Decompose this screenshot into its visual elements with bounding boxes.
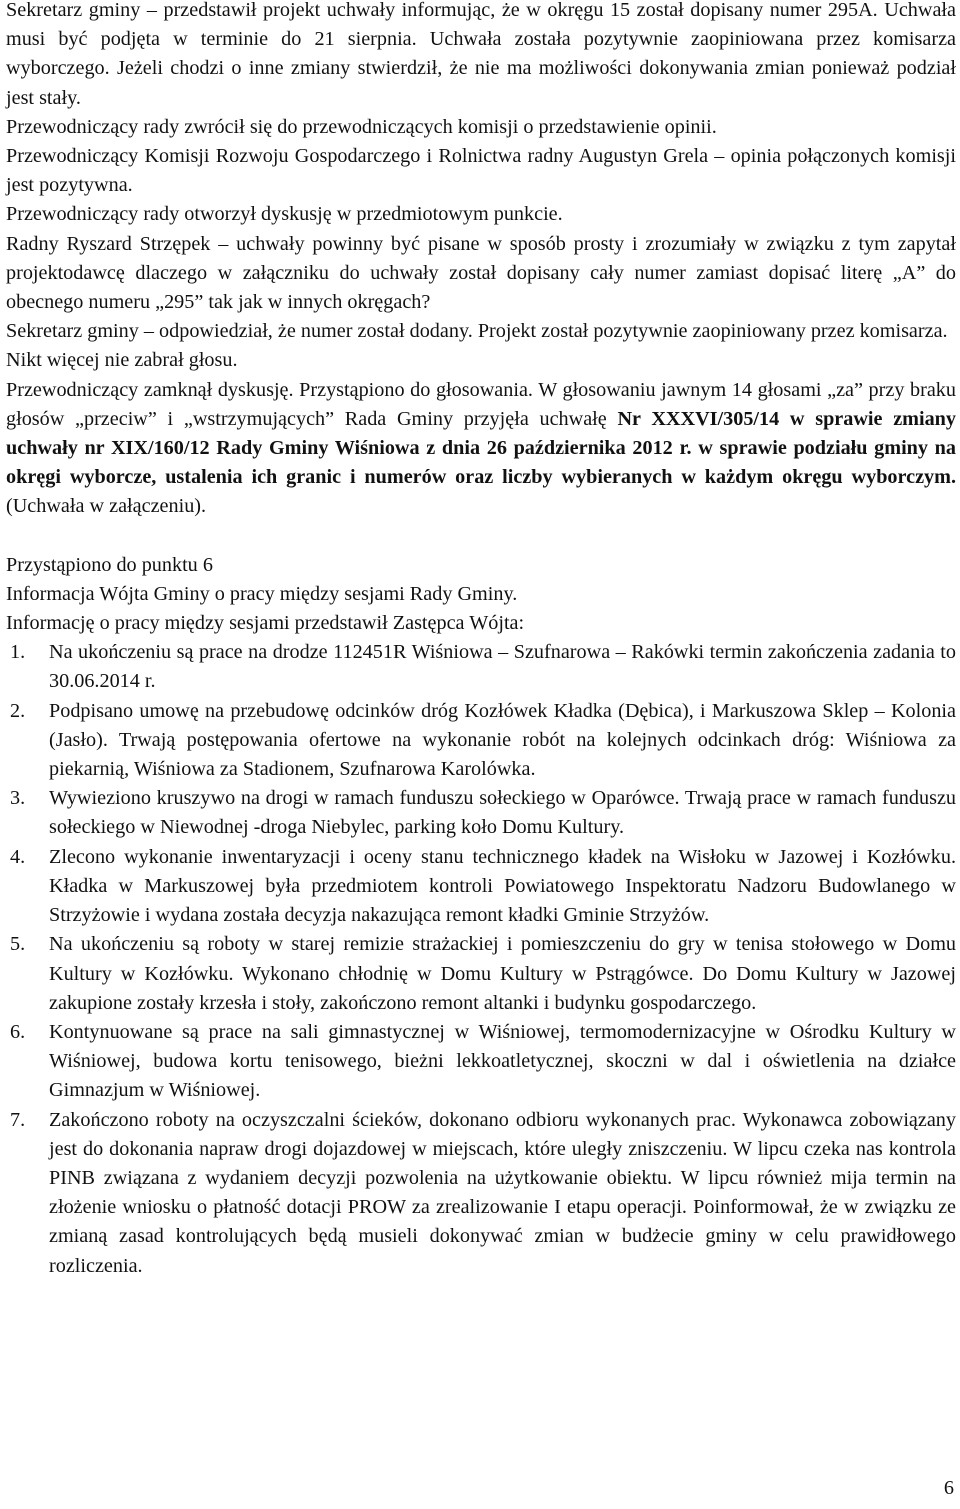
paragraph-secretary-answer: Sekretarz gminy – odpowiedział, że numer został dodany. Projekt został pozytywnie zaopiniowany przez komisarza.	[6, 320, 948, 343]
list-item	[6, 638, 956, 696]
document-body	[6, 0, 956, 1281]
paragraph-deputy-presented: Informację o pracy między sesjami przedstawił Zastępca Wójta:	[6, 612, 525, 635]
paragraph-mayor-information: Informacja Wójta Gminy o pracy między sesjami Rady Gminy.	[6, 582, 518, 605]
list-item-text: Podpisano umowę na przebudowę odcinków dróg Kozłówek Kładka (Dębica), i Markuszowa Sklep – Kolonia (Jasło). Trwają postępowania ofertowe na wykonanie robót na kolejnych odcinkach dróg: Wiśniowa za piekarnią, Wiśniowa za Stadionem, Szufnarowa Karolówka.	[49, 699, 956, 781]
paragraph-discussion-opened: Przewodniczący rady otworzył dyskusję w przedmiotowym punkcie.	[6, 203, 563, 226]
list-item	[6, 1106, 956, 1281]
list-number: 1.	[10, 641, 26, 664]
resolution-title: Nr XXXVI/305/14 w sprawie zmiany uchwały nr XIX/160/12 Rady Gminy Wiśniowa z dnia 26 października 2012 r. w sprawie podziału gminy na okręgi wyborcze, ustalenia ich granic i numerów oraz liczby wybieranych w każdym okręgu wyborczym.	[6, 407, 957, 489]
vote-text: Przewodniczący zamknął dyskusję. Przystąpiono do głosowania. W głosowaniu jawnym 14 głosami „za” przy braku głosów „przeciw” i „wstrzymujących” Rada Gminy przyjęła uchwałę	[6, 378, 956, 430]
paragraph-no-more-voices: Nikt więcej nie zabrał głosu.	[6, 349, 238, 372]
list-number: 6.	[10, 1020, 26, 1043]
list-item-text: Zakończono roboty na oczyszczalni ścieków, dokonano odbioru wykonanych prac. Wykonawca zobowiązany jest do dokonania napraw drogi dojazdowej w miejscach, które uległy zniszczeniu. W lipcu czeka nas kontrola PINB związana z wydaniem decyzji pozwolenia na użytkowanie obiektu. W lipcu również mija termin na złożenie wniosku o płatność dotacji PROW za zrealizowanie I etapu operacji. Poinformował, że w związku ze zmianą zasad kontrolujących będą musieli dokonywać zmian w budżecie gminy w celu prawidłowego rozliczenia.	[49, 1108, 956, 1277]
list-number: 7.	[10, 1108, 26, 1131]
list-item	[6, 1018, 956, 1106]
paragraph-councillor-question: Radny Ryszard Strzępek – uchwały powinny być pisane w sposób prosty i zrozumiały w związku z tym zapytał projektodawcę dlaczego w załączniku do uchwały został dopisany cały numer zamiast dopisać literę „A” do obecnego numeru „295” tak jak w innych okręgach?	[6, 232, 956, 314]
page-number: 6	[943, 1477, 954, 1499]
paragraph-chairman-request: Przewodniczący rady zwrócił się do przewodniczących komisji o przedstawienie opinii.	[6, 115, 717, 138]
list-number: 2.	[10, 699, 26, 722]
spacer	[6, 522, 956, 551]
list-item-text: Na ukończeniu są roboty w starej remizie strażackiej i pomieszczeniu do gry w tenisa stołowego w Domu Kultury w Kozłówku. Wykonano chłodnię w Domu Kultury w Pstrągówce. Do Domu Kultury w Jazowej zakupione zostały krzesła i stoły, zakończono remont altanki i budynku gospodarczego.	[49, 933, 956, 1014]
paragraph-vote-result	[6, 376, 956, 522]
list-item	[6, 784, 956, 842]
list-number: 3.	[10, 787, 26, 810]
list-item	[6, 930, 956, 1018]
list-item-text: Na ukończeniu są prace na drodze 112451R Wiśniowa – Szufnarowa – Rakówki termin zakończenia zadania to 30.06.2014 r.	[49, 641, 956, 693]
list-item-text: Wywieziono kruszywo na drogi w ramach funduszu sołeckiego w Oparówce. Trwają prace w ramach funduszu sołeckiego w Niewodnej -droga Niebylec, parking koło Domu Kultury.	[49, 787, 956, 839]
numbered-list	[6, 638, 956, 1280]
paragraph-secretary-project: Sekretarz gminy – przedstawił projekt uchwały informując, że w okręgu 15 został dopisany numer 295A. Uchwała musi być podjęta w terminie do 21 sierpnia. Uchwała została pozytywnie zaopiniowana przez komisarza wyborczego. Jeżeli chodzi o inne zmiany stwierdził, że nie ma możliwości dokonywania zmian ponieważ podział jest stały.	[6, 0, 956, 109]
list-item	[6, 843, 956, 931]
list-item-text: Zlecono wykonanie inwentaryzacji i oceny stanu technicznego kładek na Wisłoku w Jazowej i Kozłówku. Kładka w Markuszowej była przedmiotem kontroli Powiatowego Inspektoratu Nadzoru Budowlanego w Strzyżowie i wydana została decyzja nakazująca remont kładki Gminie Strzyżów.	[49, 845, 956, 927]
list-item	[6, 697, 956, 785]
list-number: 5.	[10, 933, 26, 956]
list-item-text: Kontynuowane są prace na sali gimnastycznej w Wiśniowej, termomodernizacyjne w Ośrodku Kultury w Wiśniowej, budowa kortu tenisowego, bieżni lekkoatletycznej, skoczni w dal i oświetlenia na działce Gimnazjum w Wiśniowej.	[49, 1020, 956, 1102]
paragraph-commission-opinion: Przewodniczący Komisji Rozwoju Gospodarczego i Rolnictwa radny Augustyn Grela – opinia połączonych komisji jest pozytywna.	[6, 145, 956, 197]
paragraph-point-6: Przystąpiono do punktu 6	[6, 553, 213, 576]
attachment-note: (Uchwała w załączeniu).	[6, 495, 207, 518]
list-number: 4.	[10, 845, 26, 868]
